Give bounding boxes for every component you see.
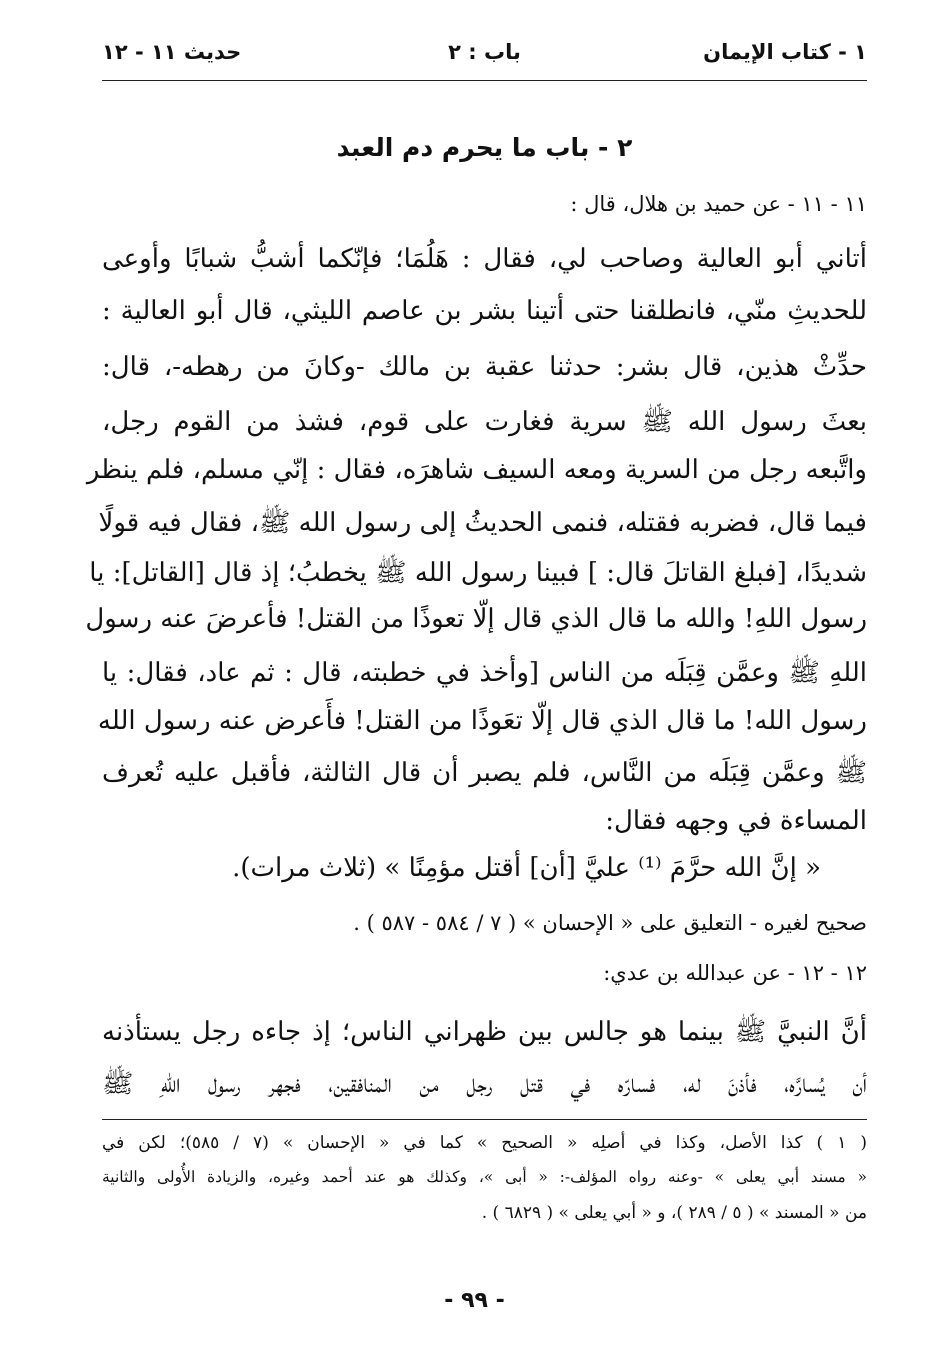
chapter-title: ٢ - باب ما يحرم دم العبد <box>336 133 633 162</box>
running-header <box>102 38 867 76</box>
hadith-11-line: حدِّثْ هذين، قال بشر: حدثنا عقبة بن مالك -وكانَ من رهطه-، قال: <box>102 352 867 382</box>
footnote-line: ( ١ ) كذا الأصل، وكذا في أصلِه « الصحيح » كما في « الإحسان » (٧ / ٥٨٥)؛ لكن في <box>102 1133 868 1153</box>
hadith-11-quote: « إنَّ الله حرَّمَ ⁽¹⁾ عليَّ [أن] أقتل مؤمِنًا » (ثلاث مرات). <box>232 853 821 883</box>
hadith-11-line: اللهِ ﷺ وعمَّن قِبَلَه من الناس [وأخذ في خطبته، قال : ثم عاد، فقال: يا <box>102 658 867 688</box>
footnote-line: « مسند أبي يعلى » -وعنه رواه المؤلف-: « أبى »، وكذلك هو عند أحمد وغيره، والزيادة الأُولى والثانية <box>102 1168 867 1186</box>
hadith-11-line: رسول اللهِ! والله ما قال الذي قال إلّا تعوذًا من القتل! فأعرضَ عنه رسول <box>85 604 867 634</box>
hadith-11-line: بعثَ رسول الله ﷺ سرية فغارت على قوم، فشذ من القوم رجل، <box>102 407 867 437</box>
hadith-11-line: المساءة في وجهه فقال: <box>605 806 867 836</box>
hadith-11-line: فيما قال، فضربه فقتله، فنمى الحديثُ إلى رسول الله ﷺ، فقال فيه قولًا <box>98 508 867 538</box>
hadith-11-grading: صحيح لغيره - التعليق على « الإحسان » ( ٧ / ٥٨٤ - ٥٨٧ ) . <box>353 911 867 935</box>
header-hadith-range: حديث ١١ - ١٢ <box>102 40 242 64</box>
footnote-line: من « المسند » ( ٥ / ٢٨٩ )، و « أبي يعلى » ( ٦٨٢٩ ) . <box>481 1203 867 1223</box>
hadith-12-intro: ١٢ - ١٢ - عن عبدالله بن عدي: <box>603 961 867 985</box>
hadith-12-line: أنَّ النبيَّ ﷺ بينما هو جالس بين ظهراني الناس؛ إذ جاءه رجل يستأذنه <box>102 1017 867 1047</box>
hadith-11-line: رسول الله! ما قال الذي قال إلّا تعَوذًا من القتل! فأَعرض عنه رسول الله <box>97 706 867 736</box>
header-rule <box>102 80 867 81</box>
hadith-12-line: أن يُسارَّه، فأذنَ له، فسارّه في قتل رجل من المنافقين، فجهر رسول اللهِ ﷺ <box>102 1069 867 1099</box>
hadith-11-intro: ١١ - ١١ - عن حميد بن هلال، قال : <box>570 192 867 216</box>
page-number: - ٩٩ - <box>444 1288 505 1313</box>
hadith-11-line: أتاني أبو العالية وصاحب لي، فقال : هَلُمَا؛ فإنّكما أشبُّ شبابًا وأوعى <box>102 244 867 274</box>
hadith-11-line: واتَّبعه رجل من السرية ومعه السيف شاهرَه، فقال : إنّي مسلم، فلم ينظر <box>86 455 867 485</box>
hadith-11-line: شديدًا، [فبلغ القاتلَ قال: ] فبينا رسول الله ﷺ يخطبُ؛ إذ قال [القاتل]: يا <box>89 558 867 588</box>
hadith-11-line: ﷺ وعمَّن قِبَلَه من النَّاس، فلم يصبر أن قال الثالثة، فأقبل عليه تُعرف <box>102 758 867 788</box>
footnote-rule <box>102 1119 867 1120</box>
header-chapter: باب : ٢ <box>448 40 521 64</box>
hadith-11-line: للحديثِ منّي، فانطلقنا حتى أتينا بشر بن عاصم الليثي، قال أبو العالية : <box>102 296 867 326</box>
header-book-title: ١ - كتاب الإيمان <box>703 40 867 64</box>
